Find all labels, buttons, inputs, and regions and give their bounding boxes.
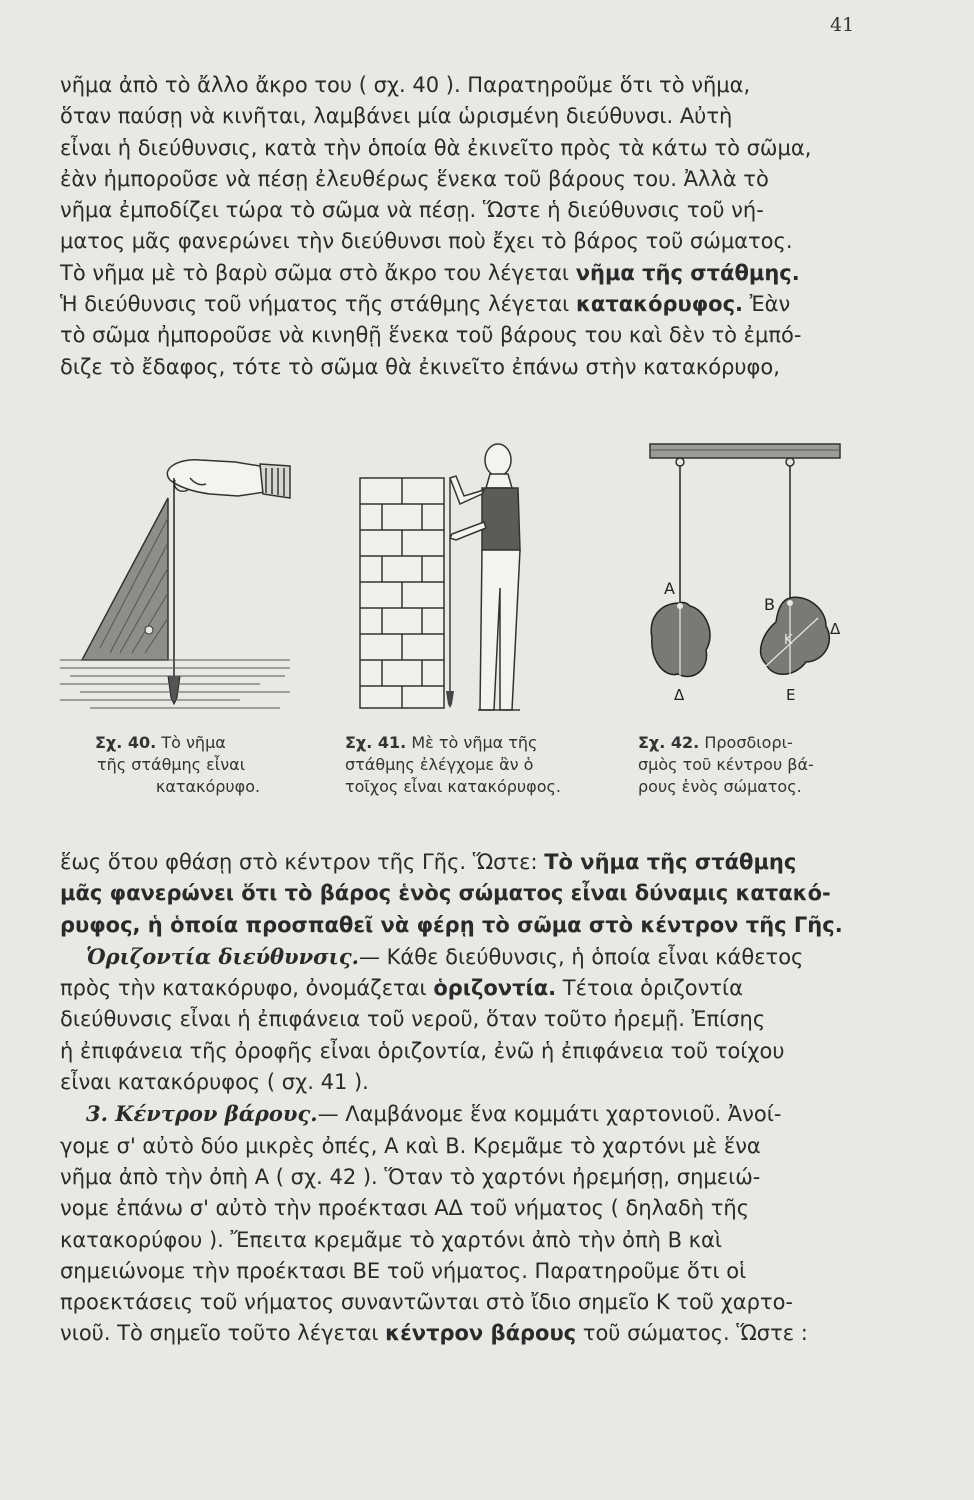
term-horizontal: ὁριζοντία. [433,976,557,1001]
text-line: σημειώνομε τὴν προέκτασι ΒΕ τοῦ νήματος. Παρατηροῦμε ὅτι οἱ [60,1258,747,1283]
caption-line: τῆς στάθμης εἶναι [97,755,246,774]
text-line: ἡ ἐπιφάνεια τῆς ὀροφῆς εἶναι ὁριζοντία, ἐνῶ ἡ ἐπιφάνεια τοῦ τοίχου [60,1038,785,1063]
caption-text: Προσδιορι- [704,733,793,752]
text-segment: Τέτοια ὁριζοντία [562,976,743,1001]
text-segment: τοῦ σώματος. Ὥστε : [582,1321,808,1346]
bold-statement: ρυφος, ἡ ὁποία προσπαθεῖ νὰ φέρῃ τὸ σῶμα στὸ κέντρον τῆς Γῆς. [60,912,843,937]
caption-line: τοῖχος εἶναι κατακόρυφος. [345,777,561,796]
text-line: προεκτάσεις τοῦ νήματος συναντῶνται στὸ ἴδιο σημεῖο Κ τοῦ χαρτο- [60,1290,794,1315]
caption-line [638,732,868,754]
figure-42-illustration [630,438,850,710]
caption-line: ρους ἑνὸς σώματος. [638,777,802,796]
figure-number: Σχ. 40. [95,733,157,752]
text-line: διζε τὸ ἔδαφος, τότε τὸ σῶμα θὰ ἐκινεῖτο ἐπάνω στὴν κατακόρυφο, [60,354,780,379]
text-segment: — Λαμβάνομε ἕνα κομμάτι χαρτονιοῦ. Ἀνοί- [317,1102,782,1127]
text-line: εἶναι ἡ διεύθυνσις, κατὰ τὴν ὁποία θὰ ἐκινεῖτο πρὸς τὰ κάτω τὸ σῶμα, [60,135,812,160]
text-line [60,878,872,909]
text-line [60,910,872,941]
figure-40-illustration [60,448,292,720]
figure-42-caption [638,732,868,798]
bottom-paragraph [60,847,872,1350]
text-line: ἐὰν ἠμποροῦσε νὰ πέσῃ ἐλευθέρως ἕνεκα τοῦ βάρους του. Ἀλλὰ τὸ [60,166,769,191]
label-k: Κ [784,633,793,648]
text-line: νῆμα ἐμποδίζει τώρα τὸ σῶμα νὰ πέσῃ. Ὥστε ἡ διεύθυνσις τοῦ νή- [60,198,764,223]
text-line [60,847,872,878]
page-number: 41 [830,14,855,36]
text-line: τὸ σῶμα ἠμποροῦσε νὰ κινηθῇ ἕνεκα τοῦ βάρους του καὶ δὲν τὸ ἐμπό- [60,323,802,348]
bold-statement: Τὸ νῆμα τῆς στάθμης [544,850,797,874]
text-line: ματος μᾶς φανερώνει τὴν διεύθυνσι ποὺ ἔχει τὸ βάρος τοῦ σώματος. [60,229,793,254]
text-line: ὅταν παύσῃ νὰ κινῆται, λαμβάνει μία ὡρισμένη διεύθυνσι. Αὐτὴ [60,104,733,129]
text-line [60,1098,872,1130]
top-paragraph [60,70,872,383]
text-line: νῆμα ἀπὸ τὸ ἄλλο ἄκρο του ( σχ. 40 ). Παρατηροῦμε ὅτι τὸ νῆμα, [60,73,751,97]
bold-statement: μᾶς φανερώνει ὅτι τὸ βάρος ἑνὸς σώματος εἶναι δύναμις κατακό- [60,881,831,906]
label-b: Β [764,595,775,614]
label-d-right: Δ [830,620,841,638]
text-line: εἶναι κατακόρυφος ( σχ. 41 ). [60,1070,369,1095]
text-line: διεύθυνσις εἶναι ἡ ἐπιφάνεια τοῦ νεροῦ, ὅταν τοῦτο ἠρεμῇ. Ἐπίσης [60,1007,766,1032]
section-heading-horizontal: Ὁριζοντία διεύθυνσις. [86,943,359,969]
text-segment: ἕως ὅτου φθάσῃ στὸ κέντρον τῆς Γῆς. Ὥστε: [60,850,538,874]
text-line [60,941,872,973]
caption-text: Τὸ νῆμα [161,733,226,752]
figure-number: Σχ. 41. [345,733,407,752]
text-segment: Τὸ νῆμα μὲ τὸ βαρὺ σῶμα στὸ ἄκρο του λέγεται [60,260,570,285]
term-vertical: κατακόρυφος. [575,292,743,317]
figure-41-caption [345,732,575,798]
label-d-bottom: Δ [674,686,685,704]
caption-line: σμὸς τοῦ κέντρου βά- [638,755,814,774]
section-heading-center-of-gravity: 3. Κέντρον βάρους. [86,1101,318,1127]
text-line: γομε σ' αὐτὸ δύο μικρὲς ὀπές, Α καὶ Β. Κρεμᾶμε τὸ χαρτόνι μὲ ἕνα [60,1133,761,1158]
text-line [60,973,872,1004]
caption-line: κατακόρυφο. [155,777,261,796]
text-line: νῆμα ἀπὸ τὴν ὀπὴ Α ( σχ. 42 ). Ὅταν τὸ χαρτόνι ἠρεμήσῃ, σημειώ- [60,1164,761,1189]
caption-text: Μὲ τὸ νῆμα τῆς [411,733,538,752]
caption-line [95,732,295,754]
figure-number: Σχ. 42. [638,733,700,752]
text-segment: νιοῦ. Τὸ σημεῖο τοῦτο λέγεται [60,1321,379,1346]
text-line [60,289,872,320]
caption-line [345,732,575,754]
text-line [60,1318,872,1349]
term-plumb-line: νῆμα τῆς στάθμης. [575,260,800,285]
figure-40-caption [95,732,295,798]
text-segment: πρὸς τὴν κατακόρυφο, ὀνομάζεται [60,976,427,1001]
label-e: Ε [786,686,796,704]
text-segment: — Κάθε διεύθυνσις, ἡ ὁποία εἶναι κάθετος [358,944,804,969]
text-segment: Ἡ διεύθυνσις τοῦ νήματος τῆς στάθμης λέγεται [60,292,570,317]
text-segment: Ἐὰν [749,292,791,317]
term-center-of-gravity: κέντρον βάρους [385,1321,577,1346]
figure-41-illustration [352,438,542,720]
label-a: Α [664,579,675,598]
text-line: νομε ἐπάνω σ' αὐτὸ τὴν προέκτασι ΑΔ τοῦ νήματος ( δηλαδὴ τῆς [60,1196,750,1221]
caption-line: στάθμης ἐλέγχομε ἂν ὁ [345,755,534,774]
text-line [60,258,872,289]
text-line: κατακορύφου ). Ἔπειτα κρεμᾶμε τὸ χαρτόνι ἀπὸ τὴν ὀπὴ Β καὶ [60,1227,722,1252]
